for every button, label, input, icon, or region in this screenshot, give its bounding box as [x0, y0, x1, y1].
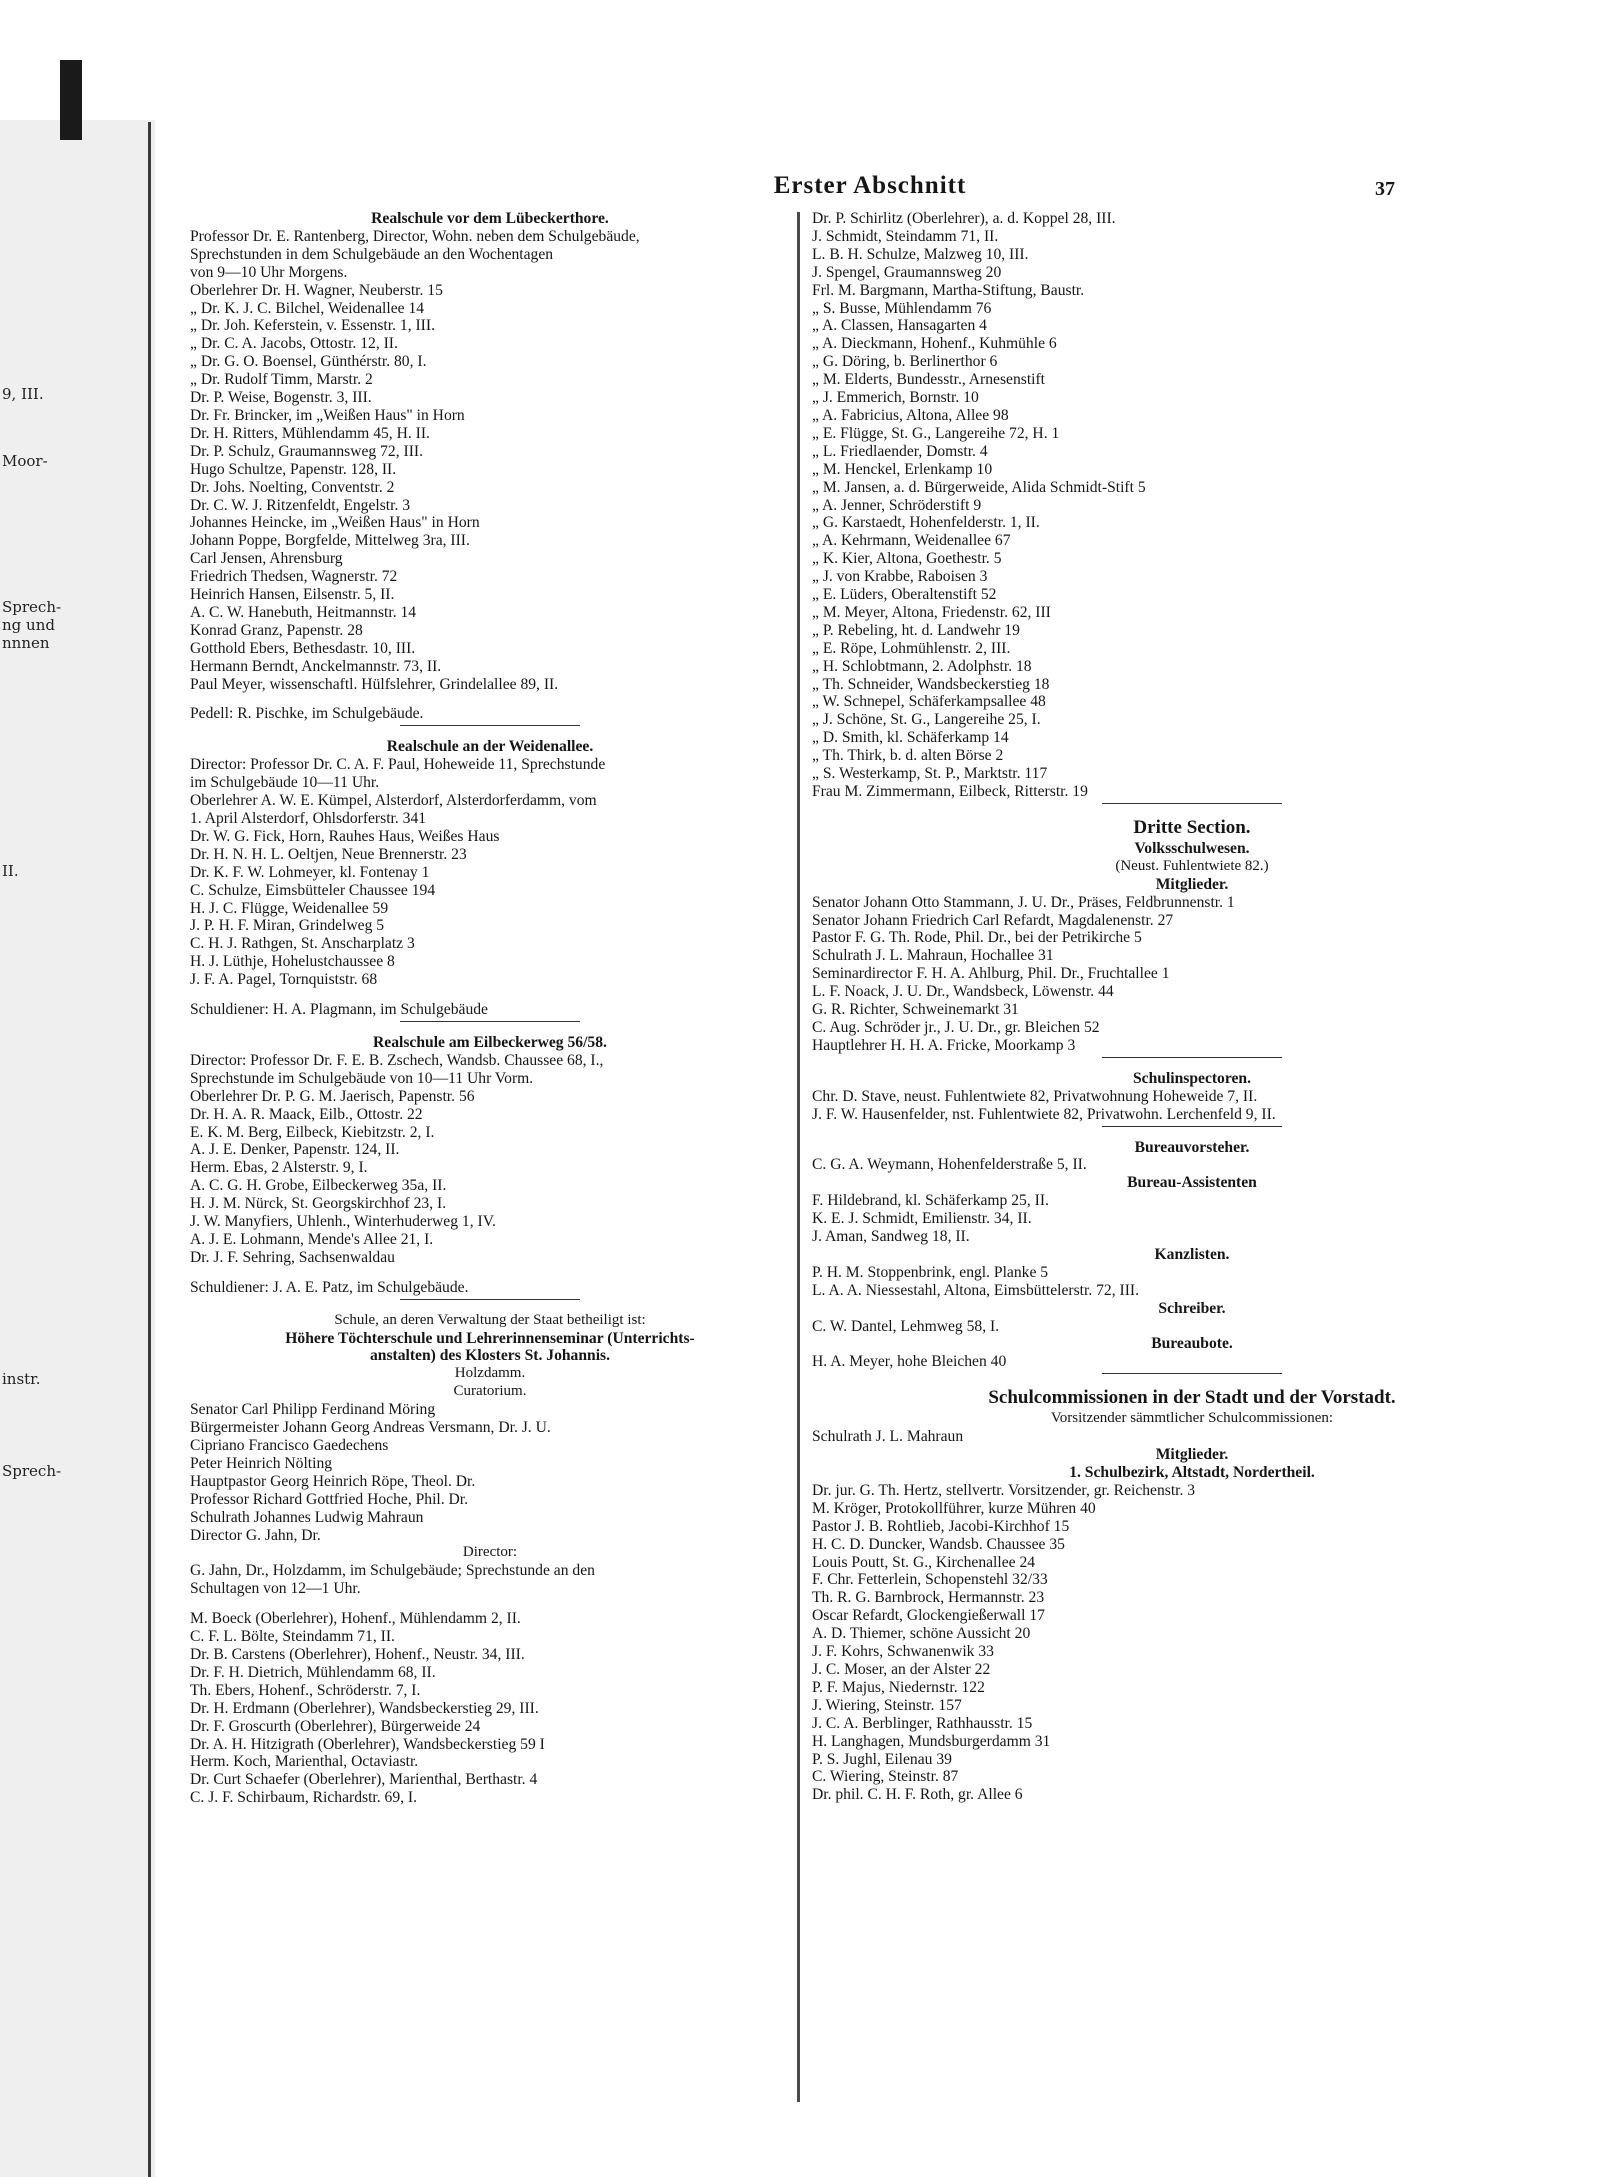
entry-line: Professor Richard Gottfried Hoche, Phil. Dr.	[190, 1490, 469, 1508]
facing-page-fragment: ng und	[2, 616, 55, 634]
entry-line: Schulrath J. L. Mahraun	[812, 1428, 964, 1446]
entry-line: Oberlehrer A. W. E. Kümpel, Alsterdorf, Alsterdorferdamm, vom	[190, 792, 597, 810]
entry-line: Frl. M. Bargmann, Martha-Stiftung, Baustr.	[812, 281, 1085, 299]
entry-line: C. Schulze, Eimsbütteler Chaussee 194	[190, 881, 436, 899]
entry-line: F. Chr. Fetterlein, Schopenstehl 32/33	[812, 1571, 1048, 1589]
entry-line: von 9—10 Uhr Morgens.	[190, 263, 348, 281]
entry-line: H. J. M. Nürck, St. Georgskirchhof 23, I.	[190, 1195, 447, 1213]
column-divider	[797, 212, 800, 2102]
entry-line: Th. R. G. Barnbrock, Hermannstr. 23	[812, 1589, 1045, 1607]
section-heading: Dritte Section.	[1133, 816, 1251, 838]
subsection-heading: Bureauvorsteher.	[1134, 1138, 1250, 1156]
entry-line: J. Wiering, Steinstr. 157	[812, 1696, 962, 1714]
entry-line: „ M. Elderts, Bundesstr., Arnesenstift	[812, 371, 1046, 389]
entry-line: „ E. Flügge, St. G., Langereihe 72, H. 1	[812, 424, 1060, 442]
entry-line: P. S. Jughl, Eilenau 39	[812, 1750, 952, 1768]
entry-line: „ E. Lüders, Oberaltenstift 52	[812, 586, 997, 604]
entry-line: Friedrich Thedsen, Wagnerstr. 72	[190, 568, 398, 586]
right-column	[812, 210, 1572, 1804]
entry-line: J. Schmidt, Steindamm 71, II.	[812, 227, 999, 245]
entry-line: J. Aman, Sandweg 18, II.	[812, 1228, 970, 1246]
entry-line: Konrad Granz, Papenstr. 28	[190, 621, 363, 639]
facing-page-fragment: II.	[2, 862, 19, 880]
entry-line: Heinrich Hansen, Eilsenstr. 5, II.	[190, 586, 395, 604]
entry-line: Th. Ebers, Hohenf., Schröderstr. 7, I.	[190, 1681, 421, 1699]
entry-line: Pastor J. B. Rohtlieb, Jacobi-Kirchhof 15	[812, 1517, 1070, 1535]
entry-line: Dr. F. H. Dietrich, Mühlendamm 68, II.	[190, 1663, 436, 1681]
entry-line: Dr. K. F. W. Lohmeyer, kl. Fontenay 1	[190, 863, 430, 881]
entry-line: „ Th. Thirk, b. d. alten Börse 2	[812, 747, 1004, 765]
assistants-list	[812, 1192, 1572, 1246]
section-heading: Schulcommissionen in der Stadt und der Vorstadt.	[988, 1387, 1396, 1409]
facing-page-fragment: Moor-	[2, 452, 48, 470]
entry-line: Dr. phil. C. H. F. Roth, gr. Allee 6	[812, 1786, 1023, 1804]
entry-line: Dr. H. Ritters, Mühlendamm 45, H. II.	[190, 424, 430, 442]
entry-line: A. C. W. Hanebuth, Heitmannstr. 14	[190, 603, 417, 621]
entry-line: „ Dr. C. A. Jacobs, Ottostr. 12, II.	[190, 335, 398, 353]
curatorium-label: Curatorium.	[453, 1383, 527, 1400]
facing-page-fragments	[0, 0, 60, 2177]
entry-line: Dr. jur. G. Th. Hertz, stellvertr. Vorsitzender, gr. Reichenstr. 3	[812, 1481, 1196, 1499]
teacher-list	[190, 389, 790, 693]
entry-line: „ W. Schnepel, Schäferkampsallee 48	[812, 693, 1046, 711]
subsection-heading: Bureaubote.	[1151, 1335, 1233, 1353]
entry-line: Frau M. Zimmermann, Eilbeck, Ritterstr. 19	[812, 783, 1088, 800]
entry-line: Senator Johann Otto Stammann, J. U. Dr., Präses, Feldbrunnenstr. 1	[812, 893, 1235, 911]
page-number: 37	[1375, 178, 1395, 200]
entry-line: Director: Professor Dr. C. A. F. Paul, Hoheweide 11, Sprechstunde	[190, 756, 606, 774]
entry-line: C. H. J. Rathgen, St. Anscharplatz 3	[190, 935, 415, 953]
entry-line: Herm. Ebas, 2 Alsterstr. 9, I.	[190, 1159, 368, 1177]
entry-line: „ D. Smith, kl. Schäferkamp 14	[812, 729, 1009, 747]
director-entry	[190, 756, 790, 792]
entry-line: Seminardirector F. H. A. Ahlburg, Phil. Dr., Fruchtallee 1	[812, 965, 1170, 983]
entry-line: Carl Jensen, Ahrensburg	[190, 550, 343, 568]
entry-line: Hugo Schultze, Papenstr. 128, II.	[190, 460, 397, 478]
subsection-heading: Schreiber.	[1158, 1299, 1226, 1317]
teacher-list	[190, 1610, 790, 1807]
entry-line: M. Kröger, Protokollführer, kurze Mühren 40	[812, 1499, 1096, 1517]
facing-page-fragment: 9, III.	[2, 385, 44, 403]
entry-line: Senator Carl Philipp Ferdinand Möring	[190, 1401, 436, 1419]
oberlehrer-list	[190, 792, 790, 828]
entry-line: Dr. Johs. Noelting, Conventstr. 2	[190, 478, 395, 496]
entry-line: „ J. von Krabbe, Raboisen 3	[812, 568, 988, 586]
entry-line: J. C. Moser, an der Alster 22	[812, 1660, 991, 1678]
entry-line: Paul Meyer, wissenschaftl. Hülfslehrer, Grindelallee 89, II.	[190, 675, 559, 693]
entry-line: „ Dr. Rudolf Timm, Marstr. 2	[190, 371, 373, 389]
oberlehrer-list	[190, 282, 790, 389]
subsection-heading: Bureau-Assistenten	[1127, 1174, 1257, 1192]
entry-line: Schulrath J. L. Mahraun, Hochallee 31	[812, 947, 1054, 965]
entry-line: Herm. Koch, Marienthal, Octaviastr.	[190, 1753, 419, 1771]
page-title: Erster Abschnitt	[773, 172, 967, 199]
entry-line: L. A. A. Niessestahl, Altona, Eimsbüttelerstr. 72, III.	[812, 1281, 1139, 1299]
entry-line: Louis Poutt, St. G., Kirchenallee 24	[812, 1553, 1036, 1571]
entry-line: Dr. P. Weise, Bogenstr. 3, III.	[190, 389, 372, 407]
pedell-entry: Pedell: R. Pischke, im Schulgebäude.	[190, 705, 424, 723]
entry-line: „ Dr. K. J. C. Bilchel, Weidenallee 14	[190, 299, 425, 317]
entry-line: J. C. A. Berblinger, Rathhausstr. 15	[812, 1714, 1033, 1732]
section-address: (Neust. Fuhlentwiete 82.)	[1115, 857, 1269, 874]
entry-line: „ Th. Schneider, Wandsbeckerstieg 18	[812, 675, 1050, 693]
entry-line: Senator Johann Friedrich Carl Refardt, Magdalenenstr. 27	[812, 911, 1174, 929]
entry-line: J. F. A. Pagel, Tornquiststr. 68	[190, 971, 378, 989]
entry-line: C. G. A. Weymann, Hohenfelderstraße 5, II.	[812, 1156, 1087, 1174]
subsection-heading: Volksschulwesen.	[1134, 839, 1250, 857]
entry-line: H. C. D. Duncker, Wandsb. Chaussee 35	[812, 1535, 1065, 1553]
entry-line: Pastor F. G. Th. Rode, Phil. Dr., bei der Petrikirche 5	[812, 929, 1142, 947]
entry-line: K. E. J. Schmidt, Emilienstr. 34, II.	[812, 1210, 1032, 1228]
entry-line: „ E. Röpe, Lohmühlenstr. 2, III.	[812, 639, 1011, 657]
entry-line: P. F. Majus, Niedernstr. 122	[812, 1678, 985, 1696]
entry-line: Dr. F. Groscurth (Oberlehrer), Bürgerweide 24	[190, 1717, 481, 1735]
entry-line: im Schulgebäude 10—11 Uhr.	[190, 774, 380, 792]
section-heading: Realschule vor dem Lübeckerthore.	[371, 210, 609, 227]
entry-line: „ J. Schöne, St. G., Langereihe 25, I.	[812, 711, 1041, 729]
entry-line: anstalten) des Klosters St. Johannis.	[370, 1347, 610, 1365]
entry-line: Schultagen von 12—1 Uhr.	[190, 1580, 361, 1598]
entry-line: Sprechstunden in dem Schulgebäude an den Wochentagen	[190, 245, 554, 263]
facing-page-fragment: Sprech-	[2, 1462, 62, 1480]
entry-line: „ J. Emmerich, Bornstr. 10	[812, 389, 979, 407]
entry-line: Höhere Töchterschule und Lehrerinnenseminar (Unterrichts-	[285, 1329, 695, 1347]
district-heading: 1. Schulbezirk, Altstadt, Nordertheil.	[1069, 1464, 1315, 1481]
members-list	[812, 1482, 1572, 1804]
spine-shadow	[60, 60, 82, 140]
entry-line: J. W. Manyfiers, Uhlenh., Winterhuderweg 1, IV.	[190, 1213, 496, 1231]
entry-line: Dr. B. Carstens (Oberlehrer), Hohenf., Neustr. 34, III.	[190, 1645, 525, 1663]
entry-line: Dr. H. N. H. L. Oeltjen, Neue Brennerstr. 23	[190, 845, 467, 863]
entry-line: G. Jahn, Dr., Holzdamm, im Schulgebäude; Sprechstunde an den	[190, 1562, 595, 1580]
entry-line: Bürgermeister Johann Georg Andreas Versmann, Dr. J. U.	[190, 1419, 551, 1437]
entry-line: C. Aug. Schröder jr., J. U. Dr., gr. Bleichen 52	[812, 1018, 1100, 1036]
entry-line: Hauptlehrer H. H. A. Fricke, Moorkamp 3	[812, 1036, 1076, 1054]
entry-line: „ G. Döring, b. Berlinerthor 6	[812, 353, 998, 371]
subsection-heading: Vorsitzender sämmtlicher Schulcommissionen:	[1050, 1410, 1334, 1427]
section-heading	[190, 1330, 790, 1366]
entry-line: P. H. M. Stoppenbrink, engl. Planke 5	[812, 1263, 1049, 1281]
entry-line: Hauptpastor Georg Heinrich Röpe, Theol. Dr.	[190, 1472, 476, 1490]
entry-line: „ A. Jenner, Schröderstift 9	[812, 496, 982, 514]
entry-line: Schulrath Johannes Ludwig Mahraun	[190, 1508, 424, 1526]
entry-line: „ M. Meyer, Altona, Friedenstr. 62, III	[812, 603, 1051, 621]
entry-line: G. R. Richter, Schweinemarkt 31	[812, 1001, 1019, 1019]
entry-line: Peter Heinrich Nölting	[190, 1454, 333, 1472]
spine-edge	[148, 122, 151, 2177]
entry-line: Sprechstunde im Schulgebäude von 10—11 Uhr Vorm.	[190, 1069, 534, 1087]
subsection-heading: Kanzlisten.	[1154, 1245, 1230, 1263]
section-place: Holzdamm.	[454, 1365, 526, 1382]
entry-line: A. C. G. H. Grobe, Eilbeckerweg 35a, II.	[190, 1177, 447, 1195]
entry-line: „ Dr. Joh. Keferstein, v. Essenstr. 1, III.	[190, 317, 435, 335]
entry-line: C. W. Dantel, Lehmweg 58, I.	[812, 1317, 1000, 1335]
entry-line: Hermann Berndt, Anckelmannstr. 73, II.	[190, 657, 442, 675]
entry-line: „ P. Rebeling, ht. d. Landwehr 19	[812, 621, 1020, 639]
entry-line: Dr. J. F. Sehring, Sachsenwaldau	[190, 1248, 395, 1266]
facing-page-fragment: Sprech-	[2, 598, 62, 616]
entry-line: L. F. Noack, J. U. Dr., Wandsbeck, Löwenstr. 44	[812, 983, 1114, 1001]
entry-line: Dr. Fr. Brincker, im „Weißen Haus" in Horn	[190, 406, 465, 424]
entry-line: „ G. Karstaedt, Hohenfelderstr. 1, II.	[812, 514, 1040, 532]
entry-line: „ S. Busse, Mühlendamm 76	[812, 299, 992, 317]
facing-page-fragment: instr.	[2, 1370, 41, 1388]
entry-line: L. B. H. Schulze, Malzweg 10, III.	[812, 245, 1029, 263]
schuldiener-entry: Schuldiener: H. A. Plagmann, im Schulgebäude	[190, 1001, 488, 1019]
entry-line: J. F. Kohrs, Schwanenwik 33	[812, 1643, 994, 1661]
entry-line: Oscar Refardt, Glockengießerwall 17	[812, 1607, 1045, 1625]
entry-line: Professor Dr. E. Rantenberg, Director, Wohn. neben dem Schulgebäude,	[190, 227, 640, 245]
entry-line: J. Spengel, Graumannsweg 20	[812, 263, 1002, 281]
schuldiener-entry: Schuldiener: J. A. E. Patz, im Schulgebäude.	[190, 1278, 469, 1296]
entry-line: 1. April Alsterdorf, Ohlsdorferstr. 341	[190, 810, 427, 827]
entry-line: Oberlehrer Dr. H. Wagner, Neuberstr. 15	[190, 281, 443, 299]
entry-line: „ A. Classen, Hansagarten 4	[812, 317, 987, 335]
entry-line: „ A. Dieckmann, Hohenf., Kuhmühle 6	[812, 335, 1057, 353]
teacher-list	[190, 1088, 790, 1267]
entry-line: H. J. Lüthje, Hohelustchaussee 8	[190, 953, 395, 971]
entry-line: J. P. H. F. Miran, Grindelweg 5	[190, 917, 385, 935]
director-entry	[190, 1052, 790, 1088]
entry-line: „ S. Westerkamp, St. P., Marktstr. 117	[812, 765, 1048, 783]
entry-line: „ M. Jansen, a. d. Bürgerweide, Alida Schmidt-Stift 5	[812, 478, 1146, 496]
entry-line: Dr. C. W. J. Ritzenfeldt, Engelstr. 3	[190, 496, 411, 514]
entry-line: Dr. P. Schirlitz (Oberlehrer), a. d. Koppel 28, III.	[812, 210, 1116, 227]
facing-page-fragment: nnnen	[2, 634, 50, 652]
entry-line: C. F. L. Bölte, Steindamm 71, II.	[190, 1628, 395, 1646]
entry-line: Director: Professor Dr. F. E. B. Zschech, Wandsb. Chaussee 68, I.,	[190, 1051, 604, 1069]
entry-line: „ Dr. G. O. Boensel, Günthérstr. 80, I.	[190, 353, 427, 371]
subsection-heading: Schulinspectoren.	[1133, 1069, 1251, 1087]
entry-line: M. Boeck (Oberlehrer), Hohenf., Mühlendamm 2, II.	[190, 1610, 521, 1628]
entry-line: J. F. W. Hausenfelder, nst. Fuhlentwiete 82, Privatwohn. Lerchenfeld 9, II.	[812, 1105, 1276, 1123]
section-intro: Schule, an deren Verwaltung der Staat betheiligt ist:	[334, 1311, 646, 1328]
entry-line: Gotthold Ebers, Bethesdastr. 10, III.	[190, 639, 416, 657]
teacher-list	[190, 828, 790, 989]
entry-line: H. A. Meyer, hohe Bleichen 40	[812, 1353, 1007, 1371]
director-label: Director:	[462, 1544, 518, 1561]
entry-line: Dr. H. A. R. Maack, Eilb., Ottostr. 22	[190, 1105, 423, 1123]
director-entry	[190, 228, 790, 282]
section-heading: Realschule am Eilbeckerweg 56/58.	[373, 1033, 607, 1051]
entry-line: „ M. Henckel, Erlenkamp 10	[812, 460, 993, 478]
section-heading: Realschule an der Weidenallee.	[386, 738, 594, 756]
entry-line: E. K. M. Berg, Eilbeck, Kiebitzstr. 2, I.	[190, 1123, 435, 1141]
entry-line: C. Wiering, Steinstr. 87	[812, 1768, 959, 1786]
entry-line: Johannes Heincke, im „Weißen Haus" in Horn	[190, 514, 480, 532]
entry-line: „ K. Kier, Altona, Goethestr. 5	[812, 550, 1002, 568]
entry-line: A. J. E. Denker, Papenstr. 124, II.	[190, 1141, 400, 1159]
clerks-list	[812, 1264, 1572, 1300]
entry-line: Dr. W. G. Fick, Horn, Rauhes Haus, Weißes Haus	[190, 827, 500, 845]
entry-line: Chr. D. Stave, neust. Fuhlentwiete 82, Privatwohnung Hoheweide 7, II.	[812, 1087, 1258, 1105]
inspectors-list	[812, 1088, 1572, 1124]
members-list	[812, 894, 1572, 1055]
entry-line: Johann Poppe, Borgfelde, Mittelweg 3ra, III.	[190, 532, 470, 550]
entry-line: Oberlehrer Dr. P. G. M. Jaerisch, Papenstr. 56	[190, 1087, 475, 1105]
entry-line: C. J. F. Schirbaum, Richardstr. 69, I.	[190, 1789, 418, 1807]
left-column	[190, 210, 790, 1807]
entry-line: Dr. P. Schulz, Graumannsweg 72, III.	[190, 442, 423, 460]
entry-line: „ A. Fabricius, Altona, Allee 98	[812, 406, 1009, 424]
entry-line: Dr. Curt Schaefer (Oberlehrer), Marienthal, Berthastr. 4	[190, 1771, 538, 1789]
director-entry	[190, 1562, 790, 1598]
curatorium-list	[190, 1401, 790, 1544]
entry-line: „ L. Friedlaender, Domstr. 4	[812, 442, 988, 460]
entry-line: Dr. A. H. Hitzigrath (Oberlehrer), Wandsbeckerstieg 59 I	[190, 1735, 545, 1753]
entry-line: A. J. E. Lohmann, Mende's Allee 21, I.	[190, 1230, 434, 1248]
members-label: Mitglieder.	[1155, 875, 1229, 893]
entry-line: Dr. H. Erdmann (Oberlehrer), Wandsbeckerstieg 29, III.	[190, 1699, 539, 1717]
teacher-list	[812, 210, 1572, 801]
entry-line: H. Langhagen, Mundsburgerdamm 31	[812, 1732, 1051, 1750]
entry-line: Director G. Jahn, Dr.	[190, 1526, 321, 1544]
directory-page	[155, 120, 1600, 2177]
entry-line: „ H. Schlobtmann, 2. Adolphstr. 18	[812, 657, 1032, 675]
entry-line: H. J. C. Flügge, Weidenallee 59	[190, 899, 389, 917]
members-label: Mitglieder.	[1155, 1446, 1229, 1464]
entry-line: F. Hildebrand, kl. Schäferkamp 25, II.	[812, 1192, 1049, 1210]
entry-line: „ A. Kehrmann, Weidenallee 67	[812, 532, 1011, 550]
entry-line: A. D. Thiemer, schöne Aussicht 20	[812, 1625, 1031, 1643]
entry-line: Cipriano Francisco Gaedechens	[190, 1437, 389, 1454]
